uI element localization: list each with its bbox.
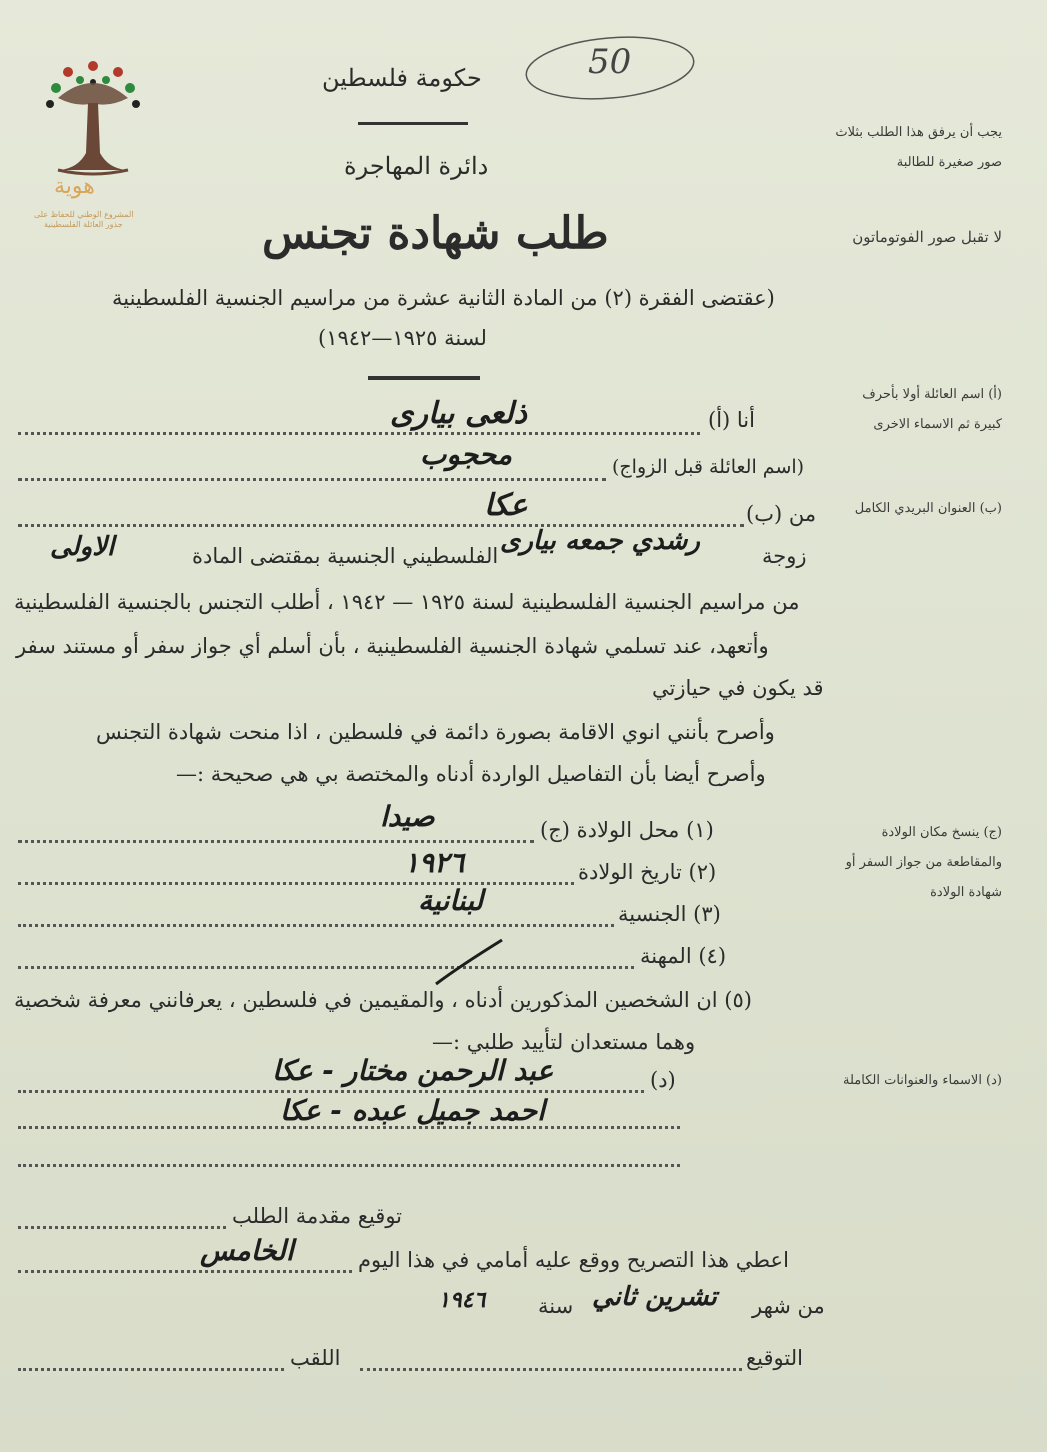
line-decrees: من مراسيم الجنسية الفلسطينية لسنة ١٩٢٥ — ١٩٤٢ ، أطلب التجنس بالجنسية الفلسطينية: [14, 590, 800, 614]
margin-note-photomaton: لا تقبل صور الفوتوماتون: [852, 228, 1002, 246]
article-value: الاولى: [50, 532, 115, 562]
margin-note-d: (د) الاسماء والعنوانات الكاملة: [843, 1073, 1002, 1088]
birthdate-label: (٢) تاريخ الولادة: [578, 860, 717, 884]
wife-of-label: زوجة: [762, 544, 807, 568]
title-label: اللقب: [290, 1346, 341, 1370]
from-value: عكا: [484, 488, 528, 523]
title-dots: [18, 1368, 284, 1371]
year-value: ١٩٤٦: [438, 1288, 486, 1313]
wife-of-rest: الفلسطيني الجنسية بمقتضى المادة: [192, 544, 499, 568]
maiden-name-dots: [18, 478, 606, 481]
margin-note-photos: يجب أن يرفق هذا الطلب بثلاث صور صغيرة للطالبة: [835, 125, 1002, 170]
referee-d-label: (د): [650, 1068, 676, 1092]
form-subtitle: (عقتضى الفقرة (٢) من المادة الثانية عشرة من مراسيم الجنسية الفلسطينية: [112, 286, 775, 310]
month-value: تشرين ثاني: [592, 1282, 717, 1312]
birthdate-dots: [18, 882, 574, 885]
maiden-name-label: (اسم العائلة قبل الزواج): [612, 456, 805, 478]
department-name: دائرة المهاجرة: [344, 152, 489, 180]
nationality-dots: [18, 924, 614, 927]
nationality-value: لبنانية: [418, 884, 484, 917]
i-am-label: أنا (أ): [708, 408, 755, 432]
referee-2-value: احمد جميل عبده - عكا: [280, 1094, 545, 1127]
occupation-dash-mark: [430, 936, 510, 990]
line-possession: قد يكون في حيازتي: [652, 676, 824, 700]
margin-note-c: (ج) ينسخ مكان الولادة والمقاطعة من جواز السفر أو شهادة الولادة: [845, 825, 1002, 900]
given-day-dots: [18, 1270, 352, 1273]
given-day-value: الخامس: [200, 1234, 294, 1267]
logo-name: هوية: [54, 174, 95, 199]
circled-number: 50: [588, 42, 632, 82]
line-declare-1: وأصرح بأنني انوي الاقامة بصورة دائمة في فلسطين ، اذا منحت شهادة التجنس: [96, 720, 775, 744]
form-title: طلب شهادة تجنس: [262, 208, 609, 259]
year-label: سنة: [538, 1294, 574, 1318]
occupation-dots: [18, 966, 634, 969]
given-label: اعطي هذا التصريح ووقع عليه أمامي في هذا اليوم: [358, 1248, 789, 1272]
header-rule: [358, 122, 468, 125]
sign-dots: [360, 1368, 742, 1371]
referee-1-dots: [18, 1090, 644, 1093]
margin-note-a: (أ) اسم العائلة أولا بأحرف كبيرة ثم الاسماء الاخرى: [862, 387, 1002, 432]
heritage-logo: [34, 58, 148, 238]
birthplace-dots: [18, 840, 534, 843]
husband-name-value: رشدي جمعه بيارى: [500, 526, 700, 556]
referees-label-2: وهما مستعدان لتأييد طلبي :—: [432, 1030, 696, 1054]
maiden-name-value: محجوب: [420, 438, 512, 471]
sign-label: التوقيع: [746, 1346, 803, 1370]
government-name: حكومة فلسطين: [322, 64, 482, 92]
applicant-signature-dots: [18, 1226, 226, 1229]
referee-1-value: عبد الرحمن مختار - عكا: [272, 1054, 554, 1087]
logo-caption-1: المشروع الوطني للحفاظ على: [34, 210, 134, 219]
birthplace-value: صيدا: [380, 800, 435, 833]
i-am-value: ذلعى بيارى: [390, 396, 527, 431]
margin-note-b: (ب) العنوان البريدي الكامل: [854, 501, 1002, 516]
i-am-dots: [18, 432, 700, 435]
month-label: من شهر: [752, 1294, 825, 1318]
occupation-label: (٤) المهنة: [640, 944, 727, 968]
referees-label: (٥) ان الشخصين المذكورين أدناه ، والمقيمين في فلسطين ، يعرفانني معرفة شخصية: [14, 988, 752, 1012]
birthdate-value: ١٩٢٦: [404, 846, 465, 879]
referee-3-dots: [18, 1164, 680, 1167]
from-label: من (ب): [746, 502, 817, 526]
nationality-label: (٣) الجنسية: [618, 902, 721, 926]
logo-caption-2: جذور العائلة الفلسطينية: [44, 220, 123, 229]
birthplace-label: (١) محل الولادة (ج): [540, 818, 714, 842]
applicant-signature-label: توقيع مقدمة الطلب: [232, 1204, 403, 1228]
line-declare-2: وأصرح أيضا بأن التفاصيل الواردة أدناه والمختصة بي هي صحيحة :—: [176, 762, 766, 786]
title-rule: [368, 376, 480, 380]
form-years: لسنة ١٩٢٥—١٩٤٢): [318, 326, 487, 350]
line-pledge: وأتعهد، عند تسلمي شهادة الجنسية الفلسطينية ، بأن أسلم أي جواز سفر أو مستند سفر: [16, 634, 769, 658]
